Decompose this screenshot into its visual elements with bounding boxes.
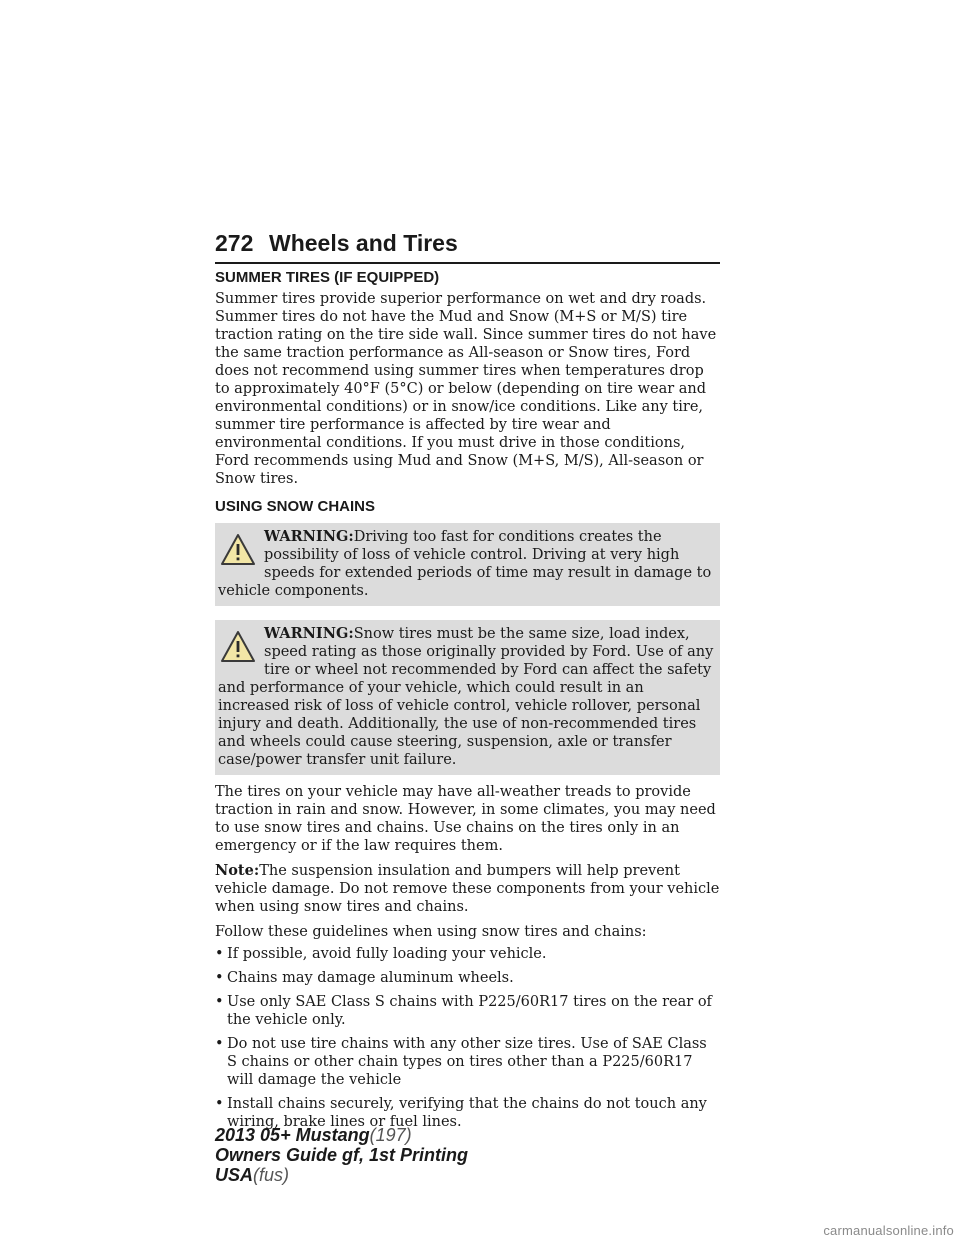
page-number: 272	[215, 230, 254, 256]
list-item: • Install chains securely, verifying that the chains do not touch any wiring, brake lines or fuel lines.	[215, 1096, 707, 1130]
guidelines-intro: Follow these guidelines when using snow tires and chains:	[215, 924, 647, 940]
watermark	[790, 1220, 960, 1242]
summer-tires-heading: SUMMER TIRES (IF EQUIPPED)	[215, 269, 440, 286]
warning-text	[218, 528, 715, 600]
section-title: Wheels and Tires	[269, 230, 458, 256]
warning-label: WARNING:	[264, 625, 354, 642]
guidelines-list	[215, 945, 720, 1131]
all-weather-paragraph: The tires on your vehicle may have all-weather treads to provide traction in rain and snow. However, in some climates, you may need to use snow tires and chains. Use chains on the tires only in an emergency or if the law requires them.	[215, 784, 716, 854]
note-paragraph	[215, 862, 720, 916]
list-item: • Chains may damage aluminum wheels.	[215, 970, 514, 986]
warning-triangle-icon	[220, 629, 256, 665]
footer-line-2: Owners Guide gf, 1st Printing	[215, 1145, 469, 1165]
warning-box-speed	[215, 523, 720, 606]
note-label: Note:	[215, 862, 260, 879]
print-footer	[215, 1125, 468, 1185]
bullet-icon: •	[215, 994, 224, 1010]
bullet-icon: •	[215, 970, 224, 986]
list-item: • Do not use tire chains with any other size tires. Use of SAE Class S chains or other chain types on tires other than a P225/60R17 will damage the vehicle	[215, 1036, 707, 1088]
watermark-text: carmanualsonline.info	[823, 1223, 954, 1238]
list-item: • Use only SAE Class S chains with P225/60R17 tires on the rear of the vehicle only.	[215, 994, 712, 1028]
page-content	[215, 268, 720, 1137]
page-header	[215, 228, 720, 264]
footer-line-1: 2013 05+ Mustang(197)	[215, 1125, 412, 1145]
bullet-icon: •	[215, 1036, 224, 1052]
warning-triangle-icon	[220, 532, 256, 568]
snow-chains-heading: USING SNOW CHAINS	[215, 498, 376, 515]
bullet-icon: •	[215, 946, 224, 962]
summer-tires-body: Summer tires provide superior performance on wet and dry roads. Summer tires do not have the Mud and Snow (M+S or M/S) tire traction rating on the tire side wall. Since summer tires do not have the same traction performance as All-season or Snow tires, Ford does not recommend using summer tires when temperatures drop to approximately 40°F (5°C) or below (depending on tire wear and environmental conditions) or in snow/ice conditions. Like any tire, summer tire performance is affected by tire wear and environmental conditions. If you must drive in those conditions, Ford recommends using Mud and Snow (M+S, M/S), All-season or Snow tires.	[215, 291, 717, 487]
warning-text	[218, 625, 715, 769]
footer-line-3: USA(fus)	[215, 1165, 290, 1185]
warning-box-snow-tires	[215, 620, 720, 775]
warning-body: Driving too fast for conditions creates the possibility of loss of vehicle control. Driving at very high speeds for extended periods of time may result in damage to vehicle components.	[218, 529, 712, 599]
warning-body: Snow tires must be the same size, load index, speed rating as those originally provided by Ford. Use of any tire or wheel not recommended by Ford can affect the safety and performance of your vehicle, which could result in an increased risk of loss of vehicle control, vehicle rollover, personal injury and death. Additionally, the use of non-recommended tires and wheels could cause steering, suspension, axle or transfer case/power transfer unit failure.	[218, 626, 714, 768]
warning-label: WARNING:	[264, 528, 354, 545]
bullet-icon: •	[215, 1096, 224, 1112]
list-item: • If possible, avoid fully loading your vehicle.	[215, 946, 547, 962]
note-text: The suspension insulation and bumpers will help prevent vehicle damage. Do not remove these components from your vehicle when using snow tires and chains.	[215, 863, 720, 915]
